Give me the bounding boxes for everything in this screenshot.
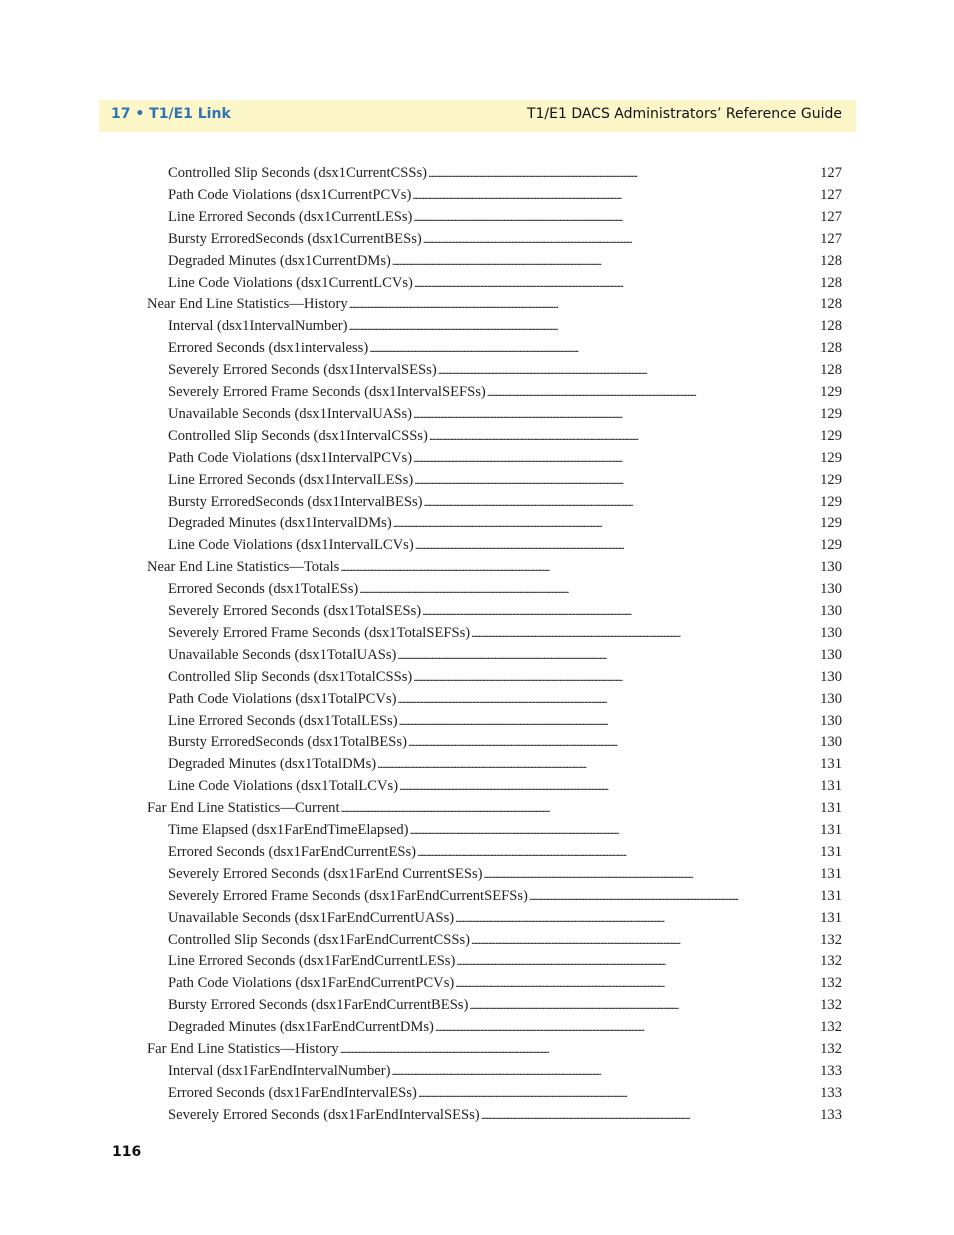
toc-dot-leader [529, 885, 819, 907]
toc-entry-title: Path Code Violations (dsx1TotalPCVs) [168, 690, 397, 707]
toc-dot-leader [412, 184, 819, 206]
toc-entry-title: Severely Errored Frame Seconds (dsx1FarEndCurrentSEFSs) [168, 887, 528, 904]
guide-title: T1/E1 DACS Administrators’ Reference Guide [526, 106, 842, 122]
toc-subsection-entry[interactable] [168, 272, 842, 294]
toc-entry-title: Path Code Violations (dsx1IntervalPCVs) [168, 449, 413, 466]
toc-subsection-entry[interactable] [168, 425, 842, 447]
toc-entry-title: Degraded Minutes (dsx1FarEndCurrentDMs) [168, 1019, 434, 1036]
toc-entry-title: Line Errored Seconds (dsx1TotalLESs) [168, 712, 398, 729]
page-number: 116 [112, 1144, 142, 1160]
toc-entry-title: Errored Seconds (dsx1FarEndIntervalESs) [168, 1084, 417, 1101]
toc-entry-page: 130 [820, 581, 842, 598]
toc-entry-page: 132 [820, 931, 842, 948]
toc-entry-title: Line Code Violations (dsx1TotalLCVs) [168, 778, 399, 795]
toc-dot-leader [408, 731, 819, 753]
toc-entry-page: 131 [820, 756, 842, 773]
toc-dot-leader [415, 534, 819, 556]
toc-subsection-entry[interactable] [168, 469, 842, 491]
toc-subsection-entry[interactable] [168, 447, 842, 469]
toc-subsection-entry[interactable] [168, 1104, 842, 1126]
toc-dot-leader [471, 929, 819, 951]
toc-entry-page: 128 [820, 318, 842, 335]
toc-entry-page: 129 [820, 405, 842, 422]
toc-entry-page: 129 [820, 471, 842, 488]
toc-dot-leader [469, 994, 819, 1016]
toc-dot-leader [391, 1060, 819, 1082]
toc-subsection-entry[interactable] [168, 206, 842, 228]
toc-entry-page: 131 [820, 822, 842, 838]
toc-dot-leader [422, 600, 819, 622]
toc-dot-leader [399, 775, 819, 797]
toc-entry-page: 131 [820, 778, 842, 795]
toc-entry-page: 130 [820, 559, 842, 576]
toc-entry-page: 129 [820, 384, 842, 400]
toc-entry-title: Line Code Violations (dsx1CurrentLCVs) [168, 274, 413, 291]
toc-subsection-entry[interactable] [168, 644, 842, 666]
toc-entry-page: 127 [820, 186, 842, 203]
running-header [99, 100, 856, 132]
toc-section-entry[interactable] [147, 293, 842, 315]
toc-entry-title: Severely Errored Frame Seconds (dsx1TotalSEFSs) [168, 624, 471, 641]
toc-entry-title: Errored Seconds (dsx1FarEndCurrentESs) [168, 843, 417, 860]
toc-entry-title: Controlled Slip Seconds (dsx1TotalCSSs) [168, 668, 413, 685]
toc-subsection-entry[interactable] [168, 688, 842, 710]
toc-dot-leader [484, 863, 820, 885]
toc-subsection-entry[interactable] [168, 337, 842, 359]
toc-dot-leader [392, 250, 819, 272]
toc-entry-page: 128 [820, 274, 842, 291]
toc-entry-title: Controlled Slip Seconds (dsx1IntervalCSSs) [168, 427, 428, 444]
toc-dot-leader [413, 447, 819, 469]
toc-subsection-entry[interactable] [168, 622, 842, 644]
toc-entry-page: 131 [820, 865, 842, 882]
toc-entry-title: Near End Line Statistics—History [147, 296, 348, 313]
toc-entry-page: 131 [820, 909, 842, 926]
toc-dot-leader [377, 753, 819, 775]
toc-dot-leader [397, 644, 819, 666]
toc-subsection-entry[interactable] [168, 885, 842, 907]
toc-dot-leader [414, 272, 819, 294]
toc-entry-title: Near End Line Statistics—Totals [147, 559, 340, 576]
toc-entry-title: Far End Line Statistics—Current [147, 800, 340, 817]
toc-entry-page: 131 [820, 843, 842, 860]
toc-entry-title: Controlled Slip Seconds (dsx1CurrentCSSs) [168, 165, 428, 181]
toc-subsection-entry[interactable] [168, 600, 842, 622]
toc-entry-page: 130 [820, 734, 842, 751]
toc-subsection-entry[interactable] [168, 534, 842, 556]
toc-dot-leader [455, 972, 819, 994]
toc-section-entry[interactable] [147, 556, 842, 578]
toc-dot-leader [471, 622, 819, 644]
toc-subsection-entry[interactable] [168, 315, 842, 337]
toc-dot-leader [359, 578, 819, 600]
toc-subsection-entry[interactable] [168, 731, 842, 753]
toc-entry-title: Severely Errored Seconds (dsx1FarEnd CurrentSESs) [168, 865, 483, 882]
toc-entry-page: 132 [820, 953, 842, 970]
toc-entry-page: 133 [820, 1084, 842, 1101]
toc-entry-title: Unavailable Seconds (dsx1IntervalUASs) [168, 405, 412, 422]
toc-subsection-entry[interactable] [168, 666, 842, 688]
toc-entry-title: Severely Errored Seconds (dsx1IntervalSESs) [168, 362, 437, 379]
toc-dot-leader [413, 666, 819, 688]
toc-dot-leader [429, 425, 819, 447]
toc-subsection-entry[interactable] [168, 491, 842, 513]
toc-subsection-entry[interactable] [168, 994, 842, 1016]
toc-entry-page: 130 [820, 603, 842, 619]
toc-subsection-entry[interactable] [168, 1016, 842, 1038]
toc-entry-title: Time Elapsed (dsx1FarEndTimeElapsed) [168, 822, 409, 838]
toc-entry-page: 127 [820, 230, 842, 247]
toc-subsection-entry[interactable] [168, 162, 842, 184]
toc-dot-leader [398, 688, 820, 710]
toc-subsection-entry[interactable] [168, 1082, 842, 1104]
toc-subsection-entry[interactable] [168, 972, 842, 994]
toc-entry-page: 130 [820, 668, 842, 685]
toc-dot-leader [435, 1016, 819, 1038]
toc-entry-title: Interval (dsx1IntervalNumber) [168, 318, 348, 335]
toc-entry-page: 130 [820, 690, 842, 707]
toc-entry-page: 129 [820, 427, 842, 444]
toc-entry-title: Severely Errored Seconds (dsx1FarEndIntervalSESs) [168, 1106, 480, 1123]
toc-entry-page: 132 [820, 997, 842, 1014]
toc-entry-page: 128 [820, 296, 842, 313]
toc-entry-title: Far End Line Statistics—History [147, 1041, 339, 1057]
toc-entry-page: 132 [820, 1019, 842, 1036]
toc-subsection-entry[interactable] [168, 907, 842, 929]
toc-entry-title: Interval (dsx1FarEndIntervalNumber) [168, 1062, 391, 1079]
toc-dot-leader [410, 819, 820, 841]
toc-subsection-entry[interactable] [168, 228, 842, 250]
toc-entry-title: Bursty ErroredSeconds (dsx1IntervalBESs) [168, 493, 423, 510]
toc-subsection-entry[interactable] [168, 403, 842, 425]
toc-entry-page: 128 [820, 340, 842, 357]
toc-subsection-entry[interactable] [168, 819, 842, 841]
toc-dot-leader [340, 556, 819, 578]
toc-entry-page: 129 [820, 449, 842, 466]
toc-subsection-entry[interactable] [168, 381, 842, 403]
toc-dot-leader [428, 162, 819, 184]
toc-dot-leader [424, 491, 820, 513]
toc-dot-leader [349, 315, 820, 337]
toc-subsection-entry[interactable] [168, 775, 842, 797]
toc-entry-title: Severely Errored Frame Seconds (dsx1IntervalSEFSs) [168, 384, 486, 400]
toc-entry-title: Errored Seconds (dsx1TotalESs) [168, 581, 359, 598]
toc-subsection-entry[interactable] [168, 512, 842, 534]
toc-dot-leader [413, 403, 819, 425]
toc-entry-title: Line Errored Seconds (dsx1CurrentLESs) [168, 208, 413, 225]
toc-dot-leader [341, 797, 820, 819]
toc-entry-title: Bursty ErroredSeconds (dsx1CurrentBESs) [168, 230, 422, 247]
toc-subsection-entry[interactable] [168, 863, 842, 885]
toc-entry-page: 129 [820, 515, 842, 532]
toc-subsection-entry[interactable] [168, 184, 842, 206]
toc-entry-page: 130 [820, 624, 842, 641]
toc-dot-leader [413, 206, 819, 228]
toc-entry-page: 133 [820, 1062, 842, 1079]
toc-subsection-entry[interactable] [168, 753, 842, 775]
toc-entry-page: 127 [820, 208, 842, 225]
toc-entry-title: Path Code Violations (dsx1CurrentPCVs) [168, 186, 412, 203]
toc-entry-page: 133 [820, 1106, 842, 1123]
toc-entry-title: Line Code Violations (dsx1IntervalLCVs) [168, 537, 414, 554]
toc-dot-leader [455, 907, 819, 929]
toc-dot-leader [399, 710, 820, 732]
toc-dot-leader [456, 950, 819, 972]
toc-entry-page: 131 [820, 800, 842, 817]
toc-dot-leader [340, 1038, 819, 1060]
toc-entry-page: 132 [820, 1041, 842, 1057]
toc-dot-leader [414, 469, 819, 491]
toc-entry-page: 130 [820, 712, 842, 729]
toc-entry-page: 127 [820, 165, 842, 181]
toc-entry-page: 130 [820, 646, 842, 663]
toc-entry-page: 128 [820, 362, 842, 379]
toc-dot-leader [393, 512, 819, 534]
toc-subsection-entry[interactable] [168, 950, 842, 972]
toc-dot-leader [349, 293, 819, 315]
toc-entry-page: 131 [820, 887, 842, 904]
toc-dot-leader [481, 1104, 819, 1126]
toc-entry-page: 129 [820, 537, 842, 554]
toc-entry-title: Unavailable Seconds (dsx1TotalUASs) [168, 646, 397, 663]
toc-subsection-entry[interactable] [168, 578, 842, 600]
toc-entry-title: Degraded Minutes (dsx1TotalDMs) [168, 756, 377, 773]
toc-entry-page: 132 [820, 975, 842, 992]
toc-entry-title: Controlled Slip Seconds (dsx1FarEndCurrentCSSs) [168, 931, 471, 948]
toc-subsection-entry[interactable] [168, 359, 842, 381]
toc-entry-title: Path Code Violations (dsx1FarEndCurrentPCVs) [168, 975, 455, 992]
toc-dot-leader [423, 228, 819, 250]
toc-subsection-entry[interactable] [168, 841, 842, 863]
toc-dot-leader [417, 841, 819, 863]
toc-entry-title: Severely Errored Seconds (dsx1TotalSESs) [168, 603, 422, 619]
toc-section-entry[interactable] [147, 797, 842, 819]
toc-dot-leader [438, 359, 819, 381]
toc-entry-title: Degraded Minutes (dsx1CurrentDMs) [168, 252, 391, 269]
toc-entry-title: Bursty Errored Seconds (dsx1FarEndCurrentBESs) [168, 997, 469, 1014]
toc-entry-page: 128 [820, 252, 842, 269]
toc-subsection-entry[interactable] [168, 710, 842, 732]
toc-entry-title: Bursty ErroredSeconds (dsx1TotalBESs) [168, 734, 407, 751]
toc-dot-leader [487, 381, 819, 403]
toc-entry-title: Line Errored Seconds (dsx1FarEndCurrentLESs) [168, 953, 456, 970]
toc-subsection-entry[interactable] [168, 1060, 842, 1082]
toc-dot-leader [418, 1082, 819, 1104]
toc-entry-title: Unavailable Seconds (dsx1FarEndCurrentUASs) [168, 909, 455, 926]
chapter-title: 17 • T1/E1 Link [111, 106, 231, 122]
toc-subsection-entry[interactable] [168, 250, 842, 272]
toc-entry-title: Line Errored Seconds (dsx1IntervalLESs) [168, 471, 414, 488]
toc-subsection-entry[interactable] [168, 929, 842, 951]
toc-entry-page: 129 [820, 493, 842, 510]
toc-section-entry[interactable] [147, 1038, 842, 1060]
toc-entry-title: Errored Seconds (dsx1intervaless) [168, 340, 369, 357]
toc-entry-title: Degraded Minutes (dsx1IntervalDMs) [168, 515, 392, 532]
toc-dot-leader [369, 337, 819, 359]
